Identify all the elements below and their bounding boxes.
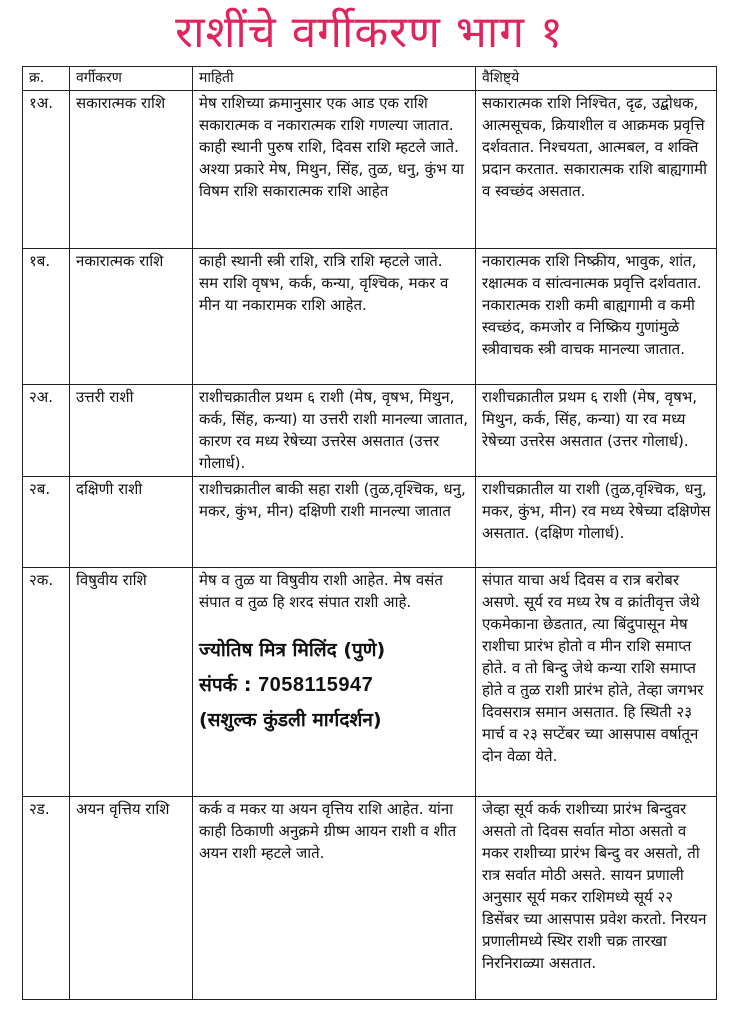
header-number: क्र. [23,67,70,91]
row-classification: अयन वृत्तिय राशि [70,797,193,1000]
row-features: सकारात्मक राशि निश्चित, दृढ, उद्बोधक, आत्मसूचक, क्रियाशील व आक्रमक प्रवृत्ति दर्शवतात. निश्चयता, आत्मबल, व शक्ति प्रदान करतात. सकारात्मक राशि बाह्यगामी व स्वच्छंद असतात. [476,91,717,249]
row-features: जेव्हा सूर्य कर्क राशीच्या प्रारंभ बिन्दुवर असतो तो दिवस सर्वात मोठा असतो व मकर राशीच्या प्रारंभ बिन्दु वर असतो, ती रात्र सर्वात मोठी असते. सायन प्रणाली अनुसार सूर्य मकर राशिमध्ये सूर्य २२ डिसेंबर च्या आसपास प्रवेश करतो. निरयन प्रणालीमध्ये स्थिर राशी चक्र तारखा निरनिराळ्या असतात. [476,797,717,1000]
page-title: राशींचे वर्गीकरण भाग १ [175,7,564,58]
row-classification: उत्तरी राशी [70,385,193,477]
contact-phone-line [199,668,470,703]
row-number: १अ. [23,91,70,249]
row-classification: विषुवीय राशि [70,568,193,797]
table-row [23,797,717,1000]
row-features: राशीचक्रातील प्रथम ६ राशी (मेष, वृषभ, मिथुन, कर्क, सिंह, कन्या) या रव मध्य रेषेच्या उत्तरेस असतात (उत्तर गोलार्ध). [476,385,717,477]
row-classification: दक्षिणी राशी [70,477,193,568]
row-number: २ड. [23,797,70,1000]
contact-block [199,633,470,738]
row-classification: सकारात्मक राशि [70,91,193,249]
table-row [23,385,717,477]
contact-name: ज्योतिष मित्र मिलिंद (पुणे) [199,639,386,661]
row-information: मेष व तुळ या विषुवीय राशी आहेत. मेष वसंत संपात व तुळ हि शरद संपात राशी आहे. [199,571,443,611]
row-information-cell [193,568,476,797]
header-information: माहिती [193,67,476,91]
row-information-part-2: सम राशि वृषभ, कर्क, कन्या, वृश्चिक, मकर व मीन या नकारामक राशि आहेत. [199,274,449,314]
row-information: राशीचक्रातील बाकी सहा राशी (तुळ,वृश्चिक, धनु, मकर, कुंभ, मीन) दक्षिणी राशी मानल्या जातात [193,477,476,568]
row-number: २अ. [23,385,70,477]
header-features: वैशिष्ट्ये [476,67,717,91]
table-row [23,568,717,797]
header-classification: वर्गीकरण [70,67,193,91]
row-information: मेष राशिच्या क्रमानुसार एक आड एक राशि सकारात्मक व नकारात्मक राशि गणल्या जातात. काही स्थानी पुरुष राशि, दिवस राशि म्हटले जाते. अश्या प्रकारे मेष, मिथुन, सिंह, तुळ, धनु, कुंभ या विषम राशि सकारात्मक राशि आहेत [193,91,476,249]
row-number: २ब. [23,477,70,568]
contact-service: (सशुल्क कुंडली मार्गदर्शन) [199,709,382,731]
row-number: २क. [23,568,70,797]
row-information-part-1: काही स्थानी स्त्री राशि, रात्रि राशि म्हटले जाते. [199,252,443,270]
row-information [193,249,476,385]
row-features: राशीचक्रातील या राशी (तुळ,वृश्चिक, धनु, मकर, कुंभ, मीन) रव मध्य रेषेच्या दक्षिणेस असतात. (दक्षिण गोलार्ध). [476,477,717,568]
row-information: कर्क व मकर या अयन वृत्तिय राशि आहेत. यांना काही ठिकाणी अनुक्रमे ग्रीष्म आयन राशी व शीत अयन राशी म्हटले जाते. [193,797,476,1000]
table-row [23,477,717,568]
table-row [23,91,717,249]
classification-table [22,66,717,1000]
table-header-row [23,67,717,91]
contact-phone-label: संपर्क : [199,674,259,696]
table-row [23,249,717,385]
row-number: १ब. [23,249,70,385]
row-features: नकारात्मक राशि निष्क्रीय, भावुक, शांत, रक्षात्मक व सांत्वनात्मक प्रवृत्ति दर्शवतात. नकारात्मक राशी कमी बाह्यगामी व कमी स्वच्छंद, कमजोर व निष्क्रिय गुणांमुळे स्त्रीवाचक स्त्री वाचक मानल्या जातात. [476,249,717,385]
row-information: राशीचक्रातील प्रथम ६ राशी (मेष, वृषभ, मिथुन, कर्क, सिंह, कन्या) या उत्तरी राशी मानल्या जातात, कारण रव मध्य रेषेच्या उत्तरेस असतात (उत्तर गोलार्ध). [193,385,476,477]
row-features: संपात याचा अर्थ दिवस व रात्र बरोबर असणे. सूर्य रव मध्य रेष व क्रांतीवृत्त जेथे एकमेकाना छेडतात, त्या बिंदुपासून मेष राशीचा प्रारंभ होतो व मीन राशि समाप्त होते. व तो बिन्दु जेथे कन्या राशि समाप्त होते व तुळ राशी प्रारंभ होते, तेव्हा जगभर दिवसरात्र समान असतात. हि स्थिती २३ मार्च व २३ सप्टेंबर च्या आसपास वर्षातून दोन वेळा येते. [476,568,717,797]
row-classification: नकारात्मक राशि [70,249,193,385]
contact-phone: 7058115947 [258,674,374,696]
